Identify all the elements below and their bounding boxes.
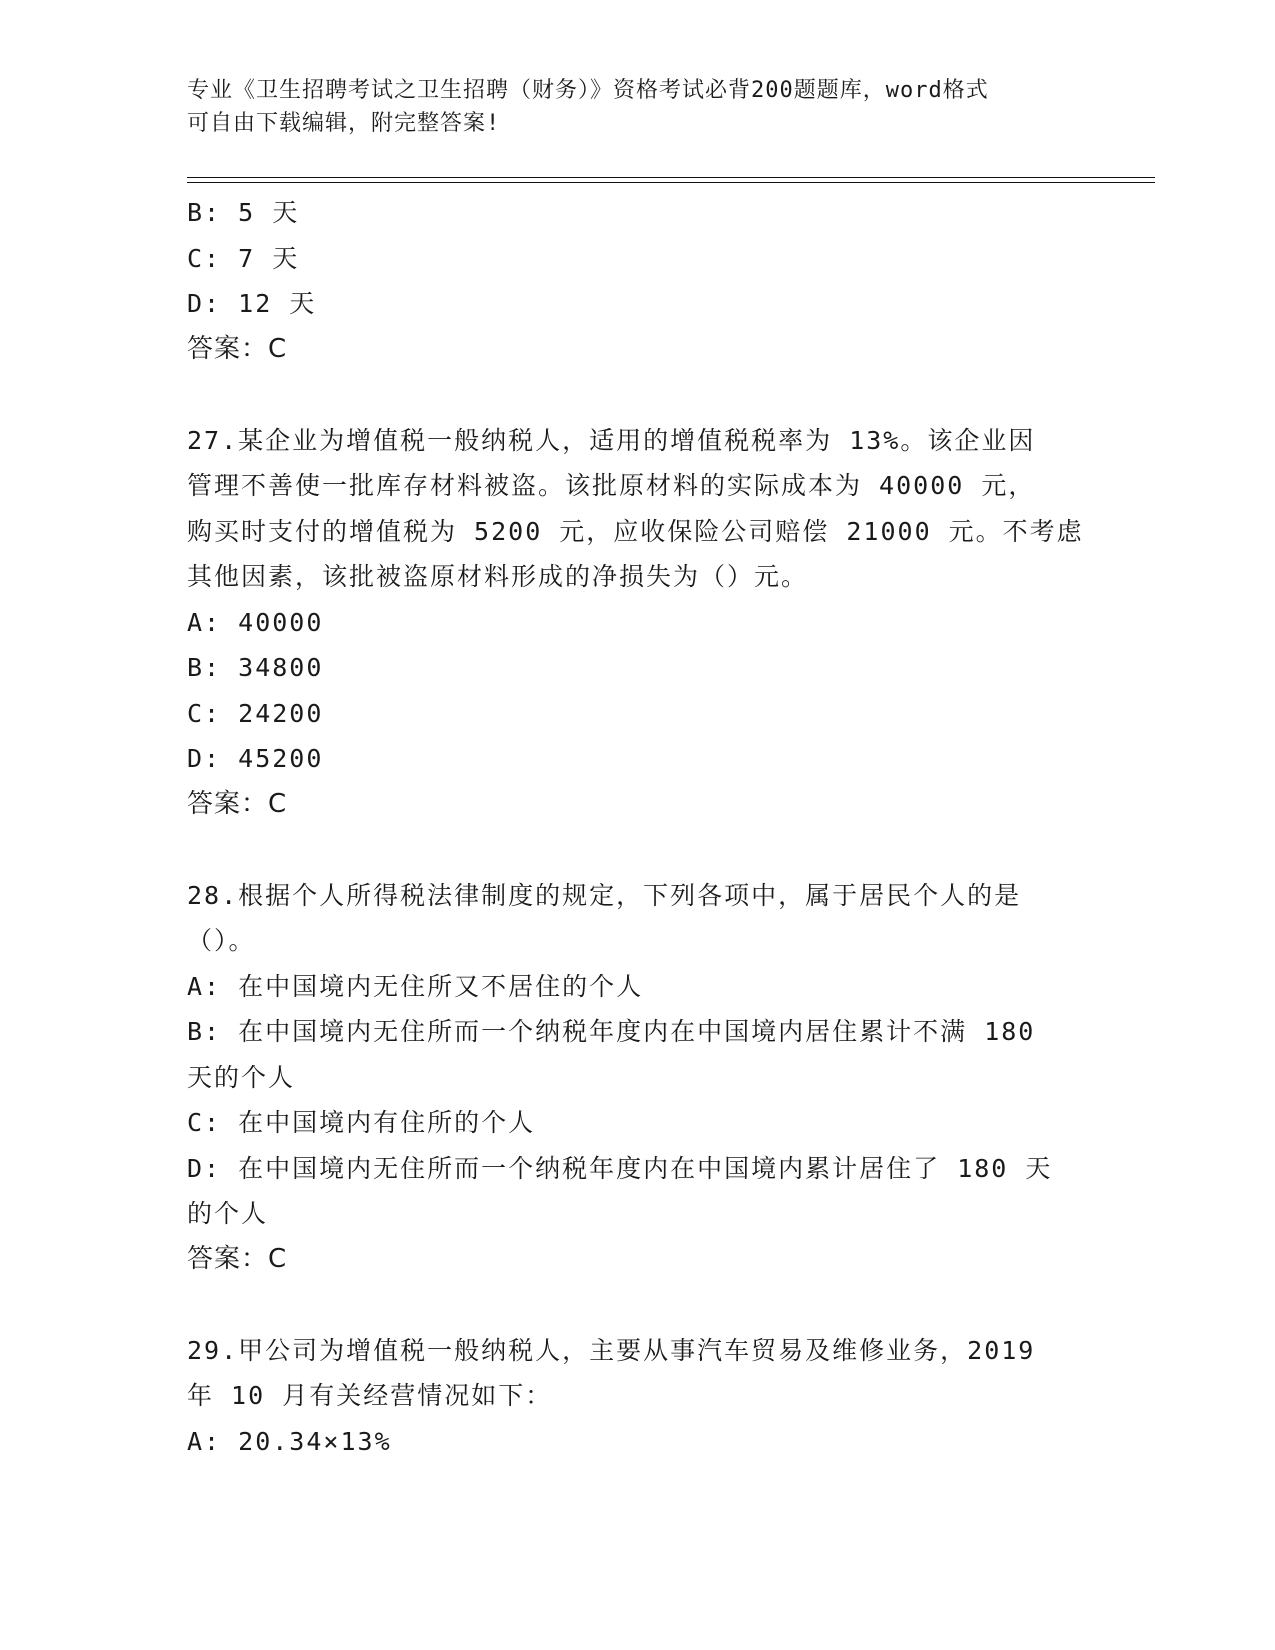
answer-line: 答案：C (187, 1243, 288, 1274)
header-divider-top (187, 177, 1155, 178)
option-a: A: 40000 (187, 607, 324, 637)
question-text-line: 购买时支付的增值税为 5200 元，应收保险公司赔偿 21000 元。不考虑 (187, 516, 1084, 546)
question-text-line: 27.某企业为增值税一般纳税人，适用的增值税税率为 13%。该企业因 (187, 425, 1036, 455)
question-text-line: 其他因素，该批被盗原材料形成的净损失为（）元。 (187, 562, 809, 591)
header-line-1: 专业《卫生招聘考试之卫生招聘（财务）》资格考试必背200题题库，word格式 (187, 78, 989, 103)
question-text-line: 28.根据个人所得税法律制度的规定，下列各项中，属于居民个人的是 (187, 880, 1022, 910)
option-b: B: 5 天 (187, 198, 300, 227)
option-d-continued: 的个人 (187, 1199, 269, 1228)
header-line-2: 可自由下载编辑，附完整答案! (187, 111, 501, 136)
question-text-line: 管理不善使一批库存材料被盗。该批原材料的实际成本为 40000 元， (187, 471, 1036, 500)
question-text-line: 29.甲公司为增值税一般纳税人，主要从事汽车贸易及维修业务，2019 (187, 1335, 1036, 1365)
option-c: C: 7 天 (187, 243, 300, 273)
option-d: D: 45200 (187, 744, 324, 773)
option-b: B: 34800 (187, 653, 324, 682)
option-c: C: 在中国境内有住所的个人 (187, 1108, 536, 1137)
question-text-line: （）。 (187, 926, 256, 955)
header-divider-bottom (187, 182, 1155, 183)
option-b-continued: 天的个人 (187, 1062, 296, 1092)
option-c: C: 24200 (187, 698, 324, 728)
question-29 (187, 1328, 1087, 1465)
answer-line: 答案：C (187, 333, 288, 364)
question-27 (187, 418, 1087, 828)
question-28 (187, 873, 1087, 1283)
previous-question (187, 190, 1087, 372)
option-a: A: 20.34×13% (187, 1426, 392, 1456)
answer-line: 答案：C (187, 788, 288, 819)
option-a: A: 在中国境内无住所又不居住的个人 (187, 971, 644, 1001)
document-header (187, 74, 1067, 140)
option-b: B: 在中国境内无住所而一个纳税年度内在中国境内居住累计不满 180 (187, 1017, 1036, 1046)
option-d: D: 12 天 (187, 289, 317, 318)
option-d: D: 在中国境内无住所而一个纳税年度内在中国境内累计居住了 180 天 (187, 1153, 1053, 1183)
question-text-line: 年 10 月有关经营情况如下： (187, 1381, 553, 1410)
question-list (187, 190, 1087, 1464)
